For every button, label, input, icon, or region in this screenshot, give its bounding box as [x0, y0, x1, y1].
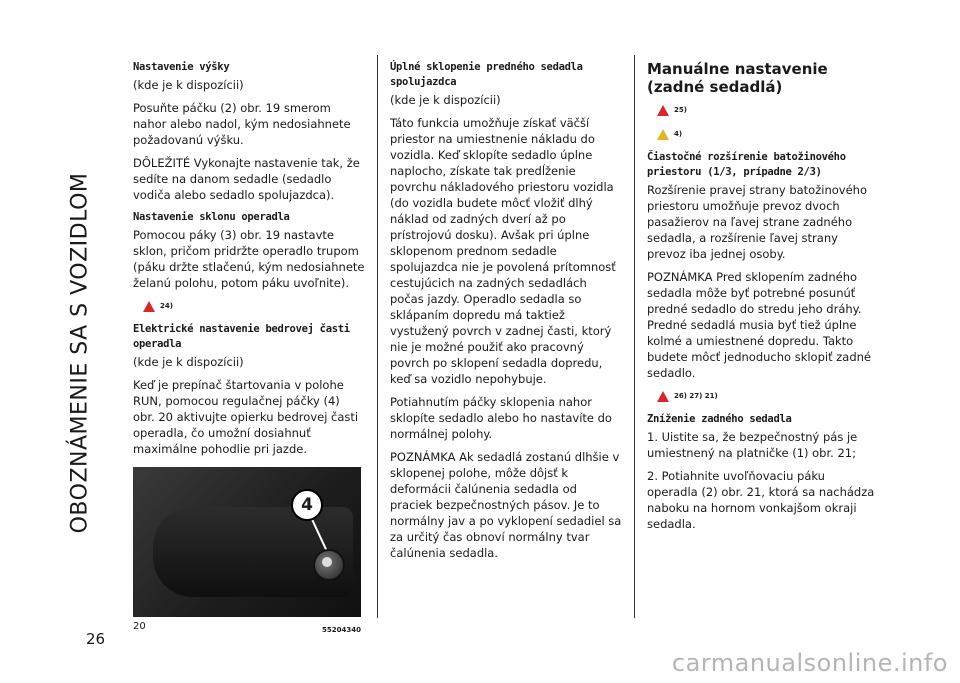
page-number: 26	[86, 630, 106, 648]
heading-full-fold: Úplné sklopenie predného sedadla spolujazdca	[390, 61, 583, 88]
paragraph: (kde je k dispozícii)	[133, 355, 244, 369]
paragraph: Posuňte páčku (2) obr. 19 smerom nahor alebo nadol, kým nedosiahnete požadovanú výšku.	[133, 101, 351, 147]
paragraph: 2. Potiahnite uvoľňovaciu páku operadla (2) obr. 21, ktorá sa nachádza naboku na hornom vonkajšom okraji sedadla.	[647, 469, 875, 531]
warning-ref: 25)	[657, 102, 879, 118]
section-title: Manuálne nastavenie (zadné sedadlá)	[647, 60, 828, 96]
paragraph: (kde je k dispozícii)	[390, 93, 501, 107]
heading-lumbar: Elektrické nastavenie bedrovej časti operadla	[133, 323, 350, 350]
caution-icon	[657, 129, 669, 140]
column-divider	[377, 55, 378, 618]
heading-partial-extension: Čiastočné rozšírenie batožinového priestoru (1/3, prípadne 2/3)	[647, 151, 846, 178]
paragraph: Táto funkcia umožňuje získať väčší priestor na umiestnenie nákladu do vozidla. Keď sklopíte sedadlo úplne naplocho, získate tak predĺženie povrchu nákladového priestoru vozidla (do vozidla budete môcť vložiť dlhý náklad od zadných dverí až po prístrojovú dosku). Avšak pri úplne sklopenom prednom sedadle spolujazdca nie je povolená prítomnosť cestujúcich na zadných sedadlách počas jazdy. Operadlo sedadla so sklápaním dopredu má taktiež vystužený povrch v zadnej časti, ktorý nie je možné použiť ako pracovný povrch po sklopení sedadla dopredu, keď sa vozidlo nepohybuje.	[390, 116, 616, 386]
paragraph: POZNÁMKA Pred sklopením zadného sedadla môže byť potrebné posunúť predné sedadlo do stredu jeho dráhy. Predné sedadlá musia byť tiež úplne kolmé a umiestnené dopredu. Takto budete môcť jednoducho sklopiť zadné sedadlo.	[647, 270, 872, 380]
figure-number: 20	[133, 621, 146, 632]
paragraph: Pomocou páky (3) obr. 19 nastavte sklon, pričom pridržte operadlo trupom (páku držte stlačenú, kým nedosiahnete želanú polohu, potom páku uvoľnite).	[133, 228, 365, 290]
warning-ref: 26) 27) 21)	[657, 388, 879, 404]
heading-lower-rear-seat: Zníženie zadného sedadla	[647, 413, 792, 425]
figure-caption	[133, 619, 361, 638]
paragraph: Potiahnutím páčky sklopenia nahor sklopíte sedadlo alebo ho nastavíte do normálnej polohy.	[390, 395, 612, 441]
side-chapter-title: OBOZNÁMENIE SA S VOZIDLOM	[67, 172, 93, 534]
warning-icon	[657, 105, 669, 116]
column-divider	[634, 55, 635, 618]
figure-code: 55204340	[322, 626, 361, 634]
caution-ref: 4)	[657, 126, 879, 142]
paragraph: Rozšírenie pravej strany batožinového priestoru umožňuje prevoz dvoch pasažierov na ľavej strane zadného sedadla, a rozšírenie ľavej strany prevoz iba jednej osoby.	[647, 183, 867, 261]
heading-height-adjust: Nastavenie výšky	[133, 61, 230, 73]
paragraph: Keď je prepínač štartovania v polohe RUN, pomocou regulačnej páčky (4) obr. 20 aktivujte opierku bedrovej časti operadla, čo umožní dosiahnuť maximálne pohodlie pri jazde.	[133, 378, 359, 456]
warning-icon	[143, 301, 155, 312]
paragraph: 1. Uistite sa, že bezpečnostný pás je umiestnený na platničke (1) obr. 21;	[647, 430, 858, 460]
column-3	[647, 60, 879, 539]
warning-icon	[657, 391, 669, 402]
paragraph: (kde je k dispozícii)	[133, 78, 244, 92]
paragraph: POZNÁMKA Ak sedadlá zostanú dlhšie v sklopenej polohe, môže dôjsť k deformácii čalúnenia sedadla od praciek bezpečnostných pásov. Je to normálny jav a po vyklopení sedadiel sa za určitý čas obnoví normálny tvar čalúnenia sedadla.	[390, 450, 622, 560]
warning-ref: 24)	[143, 298, 365, 314]
figure-seat-lumbar-photo	[133, 467, 361, 617]
figure-callout: 4	[291, 489, 323, 521]
paragraph: DÔLEŽITÉ Vykonajte nastavenie tak, že sedíte na danom sedadle (sedadlo vodiča alebo sedadlo spolujazdca).	[133, 156, 360, 202]
heading-backrest-tilt: Nastavenie sklonu operadla	[133, 211, 290, 223]
watermark: carmanualsonline.info	[671, 649, 948, 677]
column-2	[390, 60, 622, 568]
column-1	[133, 60, 365, 638]
